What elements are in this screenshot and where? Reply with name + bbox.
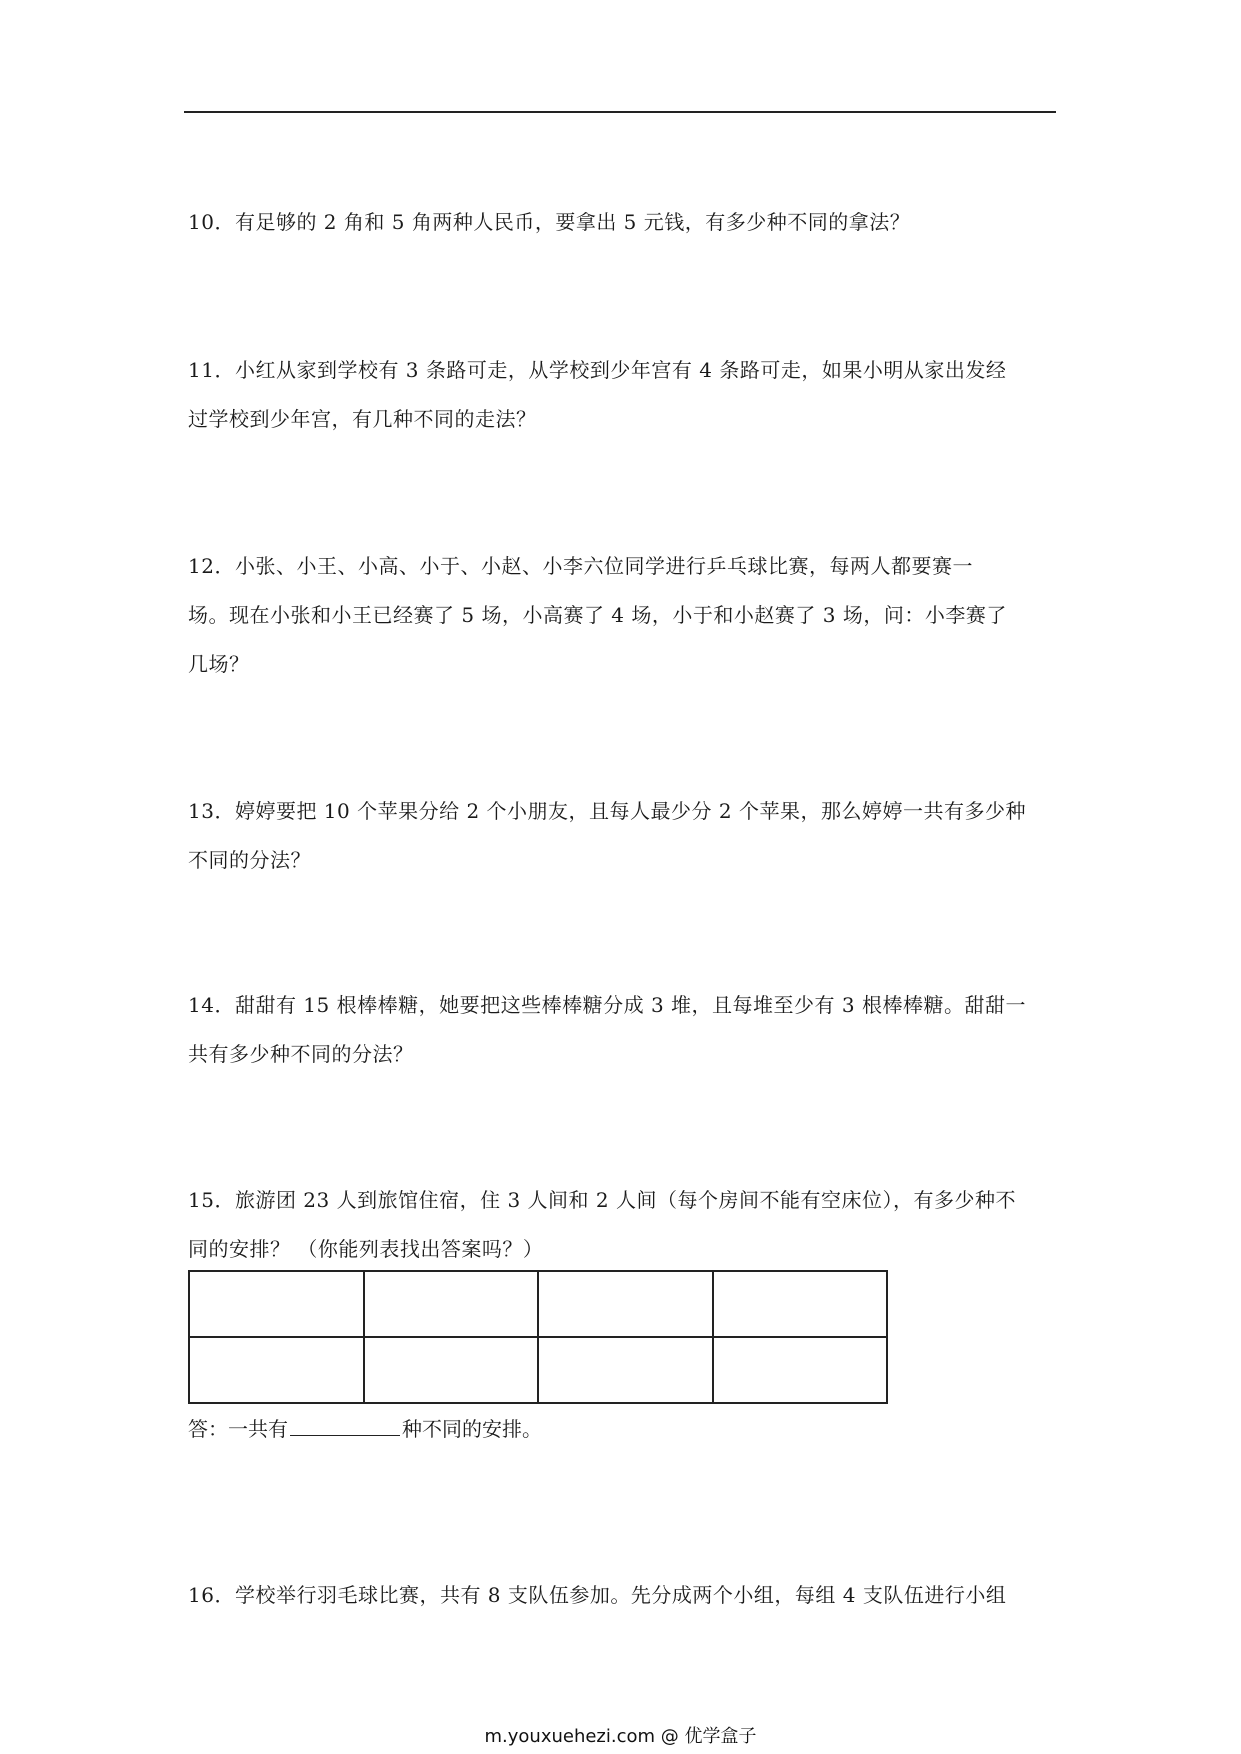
answer-grid-table — [188, 1270, 888, 1404]
answer-sentence — [188, 1413, 542, 1444]
question-11-line-1: 11．小红从家到学校有 3 条路可走，从学校到少年宫有 4 条路可走，如果小明从家出发经 — [188, 358, 1007, 382]
table-cell[interactable] — [364, 1271, 539, 1337]
table-cell[interactable] — [189, 1271, 364, 1337]
table-cell[interactable] — [189, 1337, 364, 1403]
question-12-line-2: 场。现在小张和小王已经赛了 5 场，小高赛了 4 场，小于和小赵赛了 3 场，问：小李赛了 — [188, 603, 1007, 627]
question-14-line-1: 14．甜甜有 15 根棒棒糖，她要把这些棒棒糖分成 3 堆，且每堆至少有 3 根棒棒糖。甜甜一 — [188, 993, 1026, 1017]
table-cell[interactable] — [713, 1337, 888, 1403]
table-cell[interactable] — [364, 1337, 539, 1403]
question-11-line-2: 过学校到少年宫，有几种不同的走法？ — [188, 407, 537, 431]
question-13-line-1: 13．婷婷要把 10 个苹果分给 2 个小朋友，且每人最少分 2 个苹果，那么婷婷一共有多少种 — [188, 799, 1026, 823]
question-12-line-1: 12．小张、小王、小高、小于、小赵、小李六位同学进行乒乓球比赛，每两人都要赛一 — [188, 554, 973, 578]
question-13-line-2: 不同的分法？ — [188, 848, 311, 872]
answer-blank[interactable] — [290, 1413, 400, 1436]
question-16-line-1: 16．学校举行羽毛球比赛，共有 8 支队伍参加。先分成两个小组，每组 4 支队伍进行小组 — [188, 1583, 1007, 1607]
question-14-line-2: 共有多少种不同的分法？ — [188, 1042, 414, 1066]
answer-prefix: 答：一共有 — [188, 1417, 288, 1441]
question-15-line-1: 15．旅游团 23 人到旅馆住宿，住 3 人间和 2 人间（每个房间不能有空床位），有多少种不 — [188, 1188, 1016, 1212]
table-cell[interactable] — [713, 1271, 888, 1337]
question-10-line-1: 10．有足够的 2 角和 5 角两种人民币，要拿出 5 元钱，有多少种不同的拿法？ — [188, 210, 911, 234]
table-cell[interactable] — [538, 1271, 713, 1337]
answer-suffix: 种不同的安排。 — [402, 1417, 542, 1441]
footer-watermark: m.youxuehezi.com @ 优学盒子 — [484, 1726, 757, 1747]
question-15-line-2: 同的安排？ （你能列表找出答案吗？） — [188, 1237, 544, 1261]
header-rule — [184, 111, 1056, 113]
question-12-line-3: 几场？ — [188, 652, 250, 676]
table-cell[interactable] — [538, 1337, 713, 1403]
table-row — [189, 1271, 887, 1337]
table-row — [189, 1337, 887, 1403]
